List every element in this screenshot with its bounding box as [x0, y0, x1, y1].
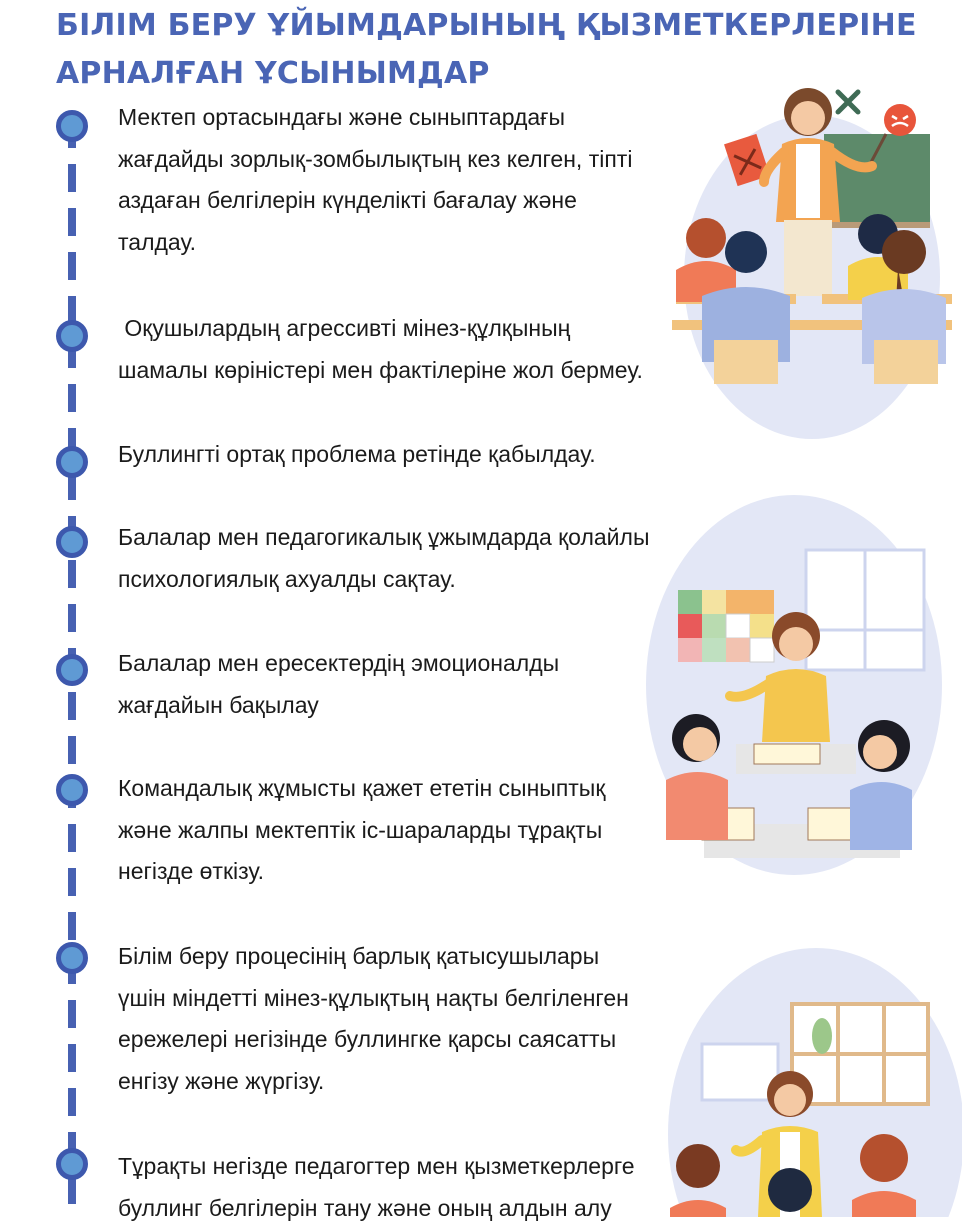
timeline-dot-4	[56, 526, 88, 558]
list-item: Тұрақты негізде педагогтер мен қызметкерлерге буллинг белгілерін тану және оның алдын алу	[118, 1153, 635, 1221]
teacher-with-students-game-illustration	[644, 490, 949, 890]
timeline-dot-2	[56, 320, 88, 352]
timeline-dot-1	[56, 110, 88, 142]
timeline-dot-3	[56, 446, 88, 478]
list-item: Балалар мен педагогикалық ұжымдарда қолайлы психологиялық ахуалды сақтау.	[118, 524, 650, 592]
list-item: Оқушылардың агрессивті мінез-құлқының шамалы көріністері мен фактілеріне жол бермеу.	[118, 315, 643, 383]
timeline-dot-8	[56, 1148, 88, 1180]
list-item: Командалық жұмысты қажет ететін сыныптық және жалпы мектептік іс-шараларды тұрақты негізде өткізу.	[118, 775, 606, 884]
teacher-classroom-illustration	[672, 72, 962, 442]
title-line-2: АРНАЛҒАН ҰСЫНЫМДАР	[56, 56, 490, 91]
list-item: Білім беру процесінің барлық қатысушылары үшін міндетті мінез-құлықтың нақты белгіленген ережелері негізінде буллингке қарсы саясатты енгізу және жүргізу.	[118, 943, 629, 1094]
timeline-dot-5	[56, 654, 88, 686]
list-item: Балалар мен ересектердің эмоционалды жағдайын бақылау	[118, 650, 560, 718]
list-item: Мектеп ортасындағы және сыныптардағы жағдайды зорлық-зомбылықтың кез келген, тіпті аздаған белгілерін күнделікті бағалау және талдау.	[118, 104, 633, 255]
list-item: Буллингті ортақ проблема ретінде қабылдау.	[118, 441, 596, 467]
teacher-presenting-to-students-illustration	[662, 944, 962, 1217]
timeline-dot-6	[56, 774, 88, 806]
timeline-dot-7	[56, 942, 88, 974]
title-line-1: БІЛІМ БЕРУ ҰЙЫМДАРЫНЫҢ ҚЫЗМЕТКЕРЛЕРІНЕ	[56, 8, 917, 43]
